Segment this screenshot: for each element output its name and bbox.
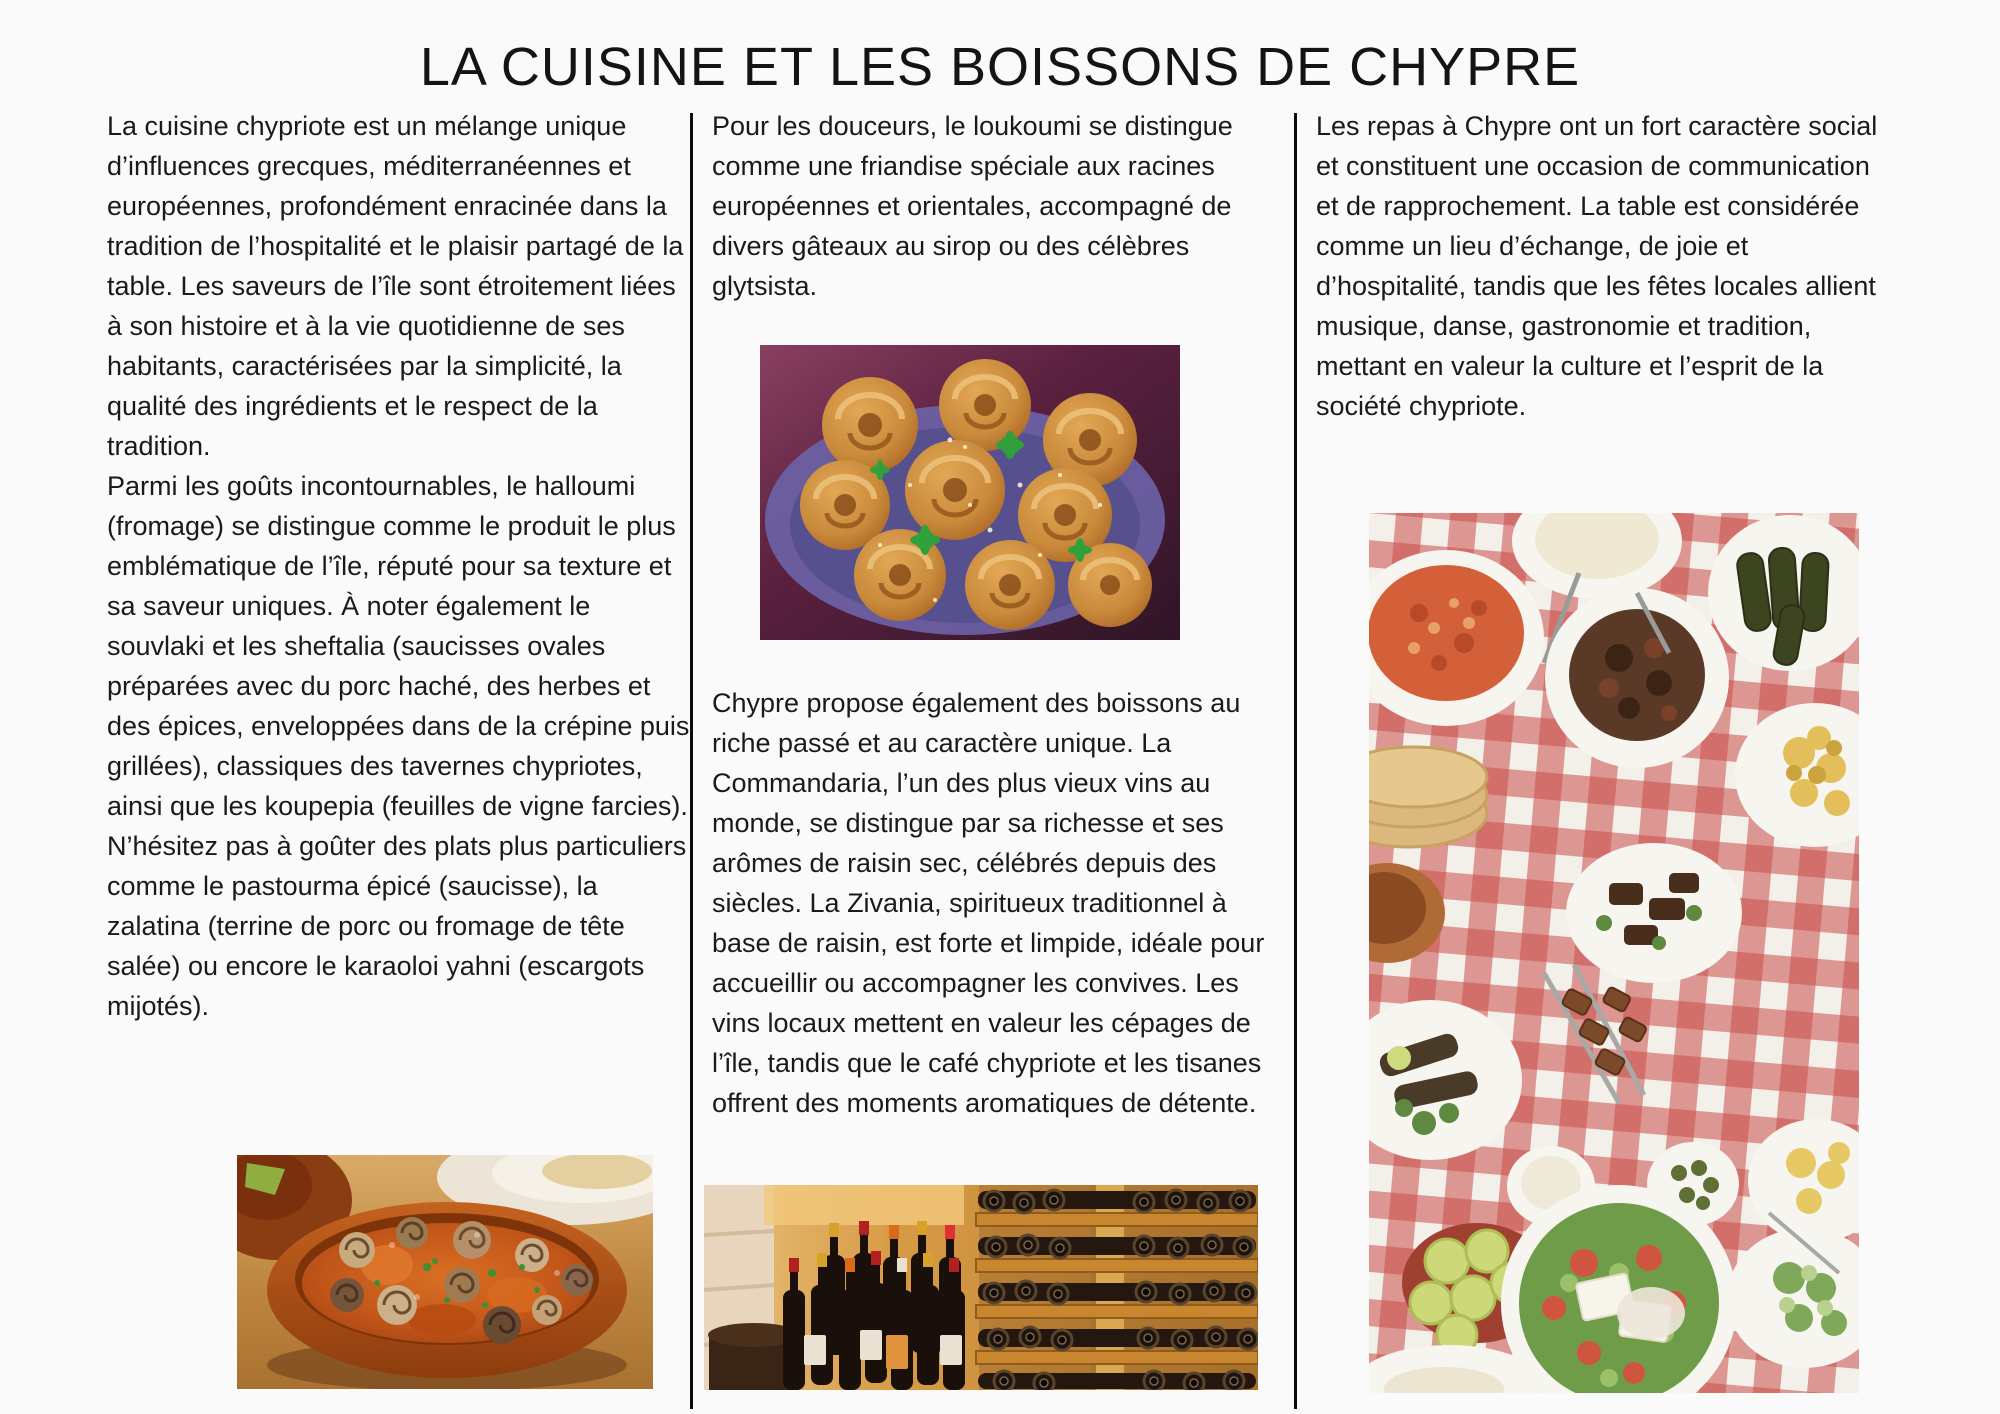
paragraph-douceurs: Pour les douceurs, le loukoumi se distingue comme une friandise spéciale aux racines européennes et orientales, accompagné de divers gâteaux au sirop ou des célèbres glytsista. [712,111,1233,301]
column-2-text-boissons [712,683,1290,1123]
paragraph-cuisine-intro: La cuisine chypriote est un mélange unique d’influences grecques, méditerranéennes et européennes, profondément enracinée dans la tradition de l’hospitalité et le plaisir partagé de la table. Les saveurs de l’île sont étroitement liées à son histoire et à la vie quotidienne de ses habitants, caractérisées par la simplicité, la qualité des ingrédients et le respect de la tradition. [107,111,684,461]
page-title: LA CUISINE ET LES BOISSONS DE CHYPRE [419,37,1581,97]
column-1-text [107,106,692,1026]
paragraph-specialites: Parmi les goûts incontournables, le halloumi (fromage) se distingue comme le produit le plus emblématique de l’île, réputé pour sa texture et sa saveur uniques. À noter également le souvlaki et les sheftalia (saucisses ovales préparées avec du porc haché, des herbes et des épices, enveloppées dans de la crépine puis grillées), classiques des tavernes chypriotes, ainsi que les koupepia (feuilles de vigne farcies). N’hésitez pas à goûter des plats plus particuliers comme le pastourma épicé (saucisse), la zalatina (terrine de porc ou fromage de tête salée) ou encore le karaoloi yahni (escargots mijotés). [107,471,690,1021]
pastries-illustration [760,345,1180,640]
column-3-text-repas [1316,106,1893,426]
loukoumi-pastries-photo [760,345,1180,640]
cypriot-table-illustration [1369,513,1859,1393]
cypriot-table-photo [1369,513,1859,1393]
wine-cellar-illustration [704,1185,1258,1390]
column-2-text-douceurs [712,106,1290,306]
column-divider-2 [1294,113,1297,1409]
wine-cellar-photo [704,1185,1258,1390]
paragraph-boissons: Chypre propose également des boissons au riche passé et au caractère unique. La Commandaria, l’un des plus vieux vins au monde, se distingue par sa richesse et ses arômes de raisin sec, célébrés depuis des siècles. La Zivania, spiritueux traditionnel à base de raisin, est forte et limpide, idéale pour accueillir ou accompagner les convives. Les vins locaux mettent en valeur les cépages de l’île, tandis que le café chypriote et les tisanes offrent des moments aromatiques de détente. [712,688,1265,1118]
paragraph-repas: Les repas à Chypre ont un fort caractère social et constituent une occasion de communication et de rapprochement. La table est considérée comme un lieu d’échange, de joie et d’hospitalité, tandis que les fêtes locales allient musique, danse, gastronomie et tradition, mettant en valeur la culture et l’esprit de la société chypriote. [1316,111,1878,421]
escargots-illustration [237,1155,653,1389]
escargots-photo [237,1155,653,1389]
